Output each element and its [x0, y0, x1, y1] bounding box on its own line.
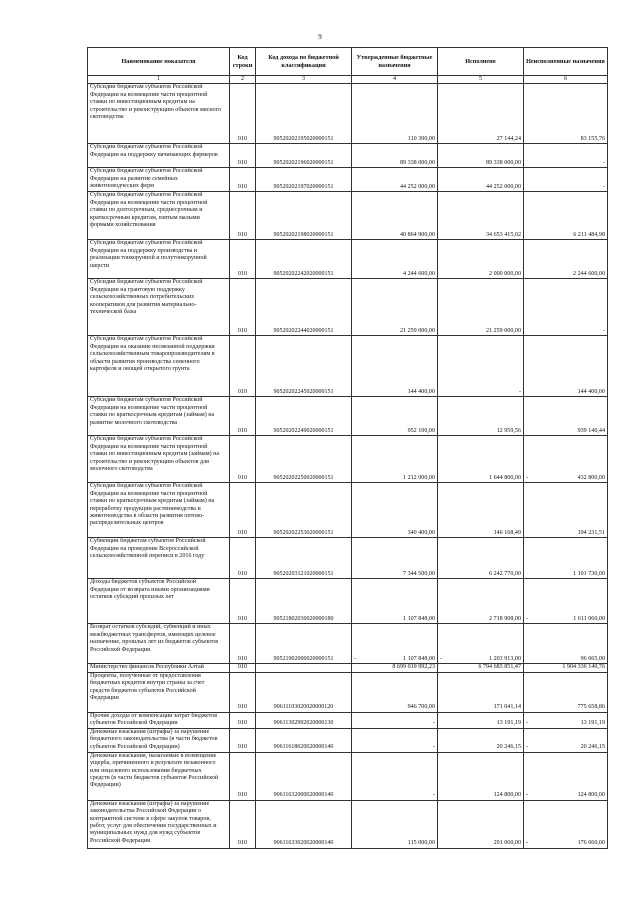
table-row — [88, 483, 608, 538]
row-name: Субсидии бюджетам субъектов Российской Федерации на грантовую поддержку сельскохозяйственных потребительских кооперативов для развития материально- технической базы — [90, 279, 203, 316]
row-unexecuted: 1 101 730,00 — [573, 571, 605, 577]
column-number: 2 — [230, 76, 256, 84]
row-code: 010 — [237, 160, 248, 166]
row-unexecuted: 939 140,44 — [577, 428, 605, 434]
row-approved: 21 259 000,00 — [399, 328, 435, 334]
row-code: 010 — [237, 744, 248, 751]
row-name: Субсидии бюджетам субъектов Российской Федерации на возмещение части процентной ставки по краткосрочным кредитам (займам) на переработку продукции растениеводства и животноводства в области развития оптово- распределительных центров — [90, 483, 215, 527]
row-name: Субсидии бюджетам субъектов Российской Федерации на возмещение части процентной ставки по долгосрочным, среднесрочным и краткосрочным кредитам, взятым малыми формами хозяйствования — [90, 192, 208, 229]
row-classification-code: 90521802030020000180 — [273, 616, 334, 622]
row-name: Субсидии бюджетам субъектов Российской Федерации на поддержку начинающих фермеров — [90, 144, 218, 158]
row-classification-code: 90611618020020000140 — [273, 744, 334, 751]
row-unexecuted: 144 400,00 — [577, 389, 605, 395]
table-row — [88, 192, 608, 240]
row-code: 010 — [237, 428, 248, 434]
row-executed: 34 653 415,02 — [485, 232, 521, 238]
row-name: Проценты, полученные от предоставления бюджетных кредитов внутри страны за счет средств бюджетов субъектов Российской Федерации — [90, 672, 205, 702]
row-unexecuted: - — [602, 328, 605, 334]
row-classification-code: 90520202244020000151 — [273, 328, 334, 334]
row-approved: 340 400,00 — [407, 530, 435, 536]
row-executed: 21 259 000,00 — [485, 328, 521, 334]
row-executed: 1 203 913,00 — [489, 656, 521, 662]
row-classification-code: 90520202242020000151 — [273, 271, 334, 277]
row-name: Возврат остатков субсидий, субвенций и иных межбюджетных трансфертов, имеющих целевое назначение, прошлых лет из бюджетов субъектов Российской Федерации — [90, 624, 219, 653]
row-classification-code: 90520202250020000151 — [273, 475, 334, 481]
row-executed: 1 644 800,00 — [489, 475, 521, 481]
row-name: Субвенции бюджетам субъектов Российской Федерации на проведение Всероссийской сельскохозяйственной переписи в 2016 году — [90, 538, 206, 560]
negative-sign: - — [440, 656, 443, 662]
row-unexecuted: 1 611 060,00 — [573, 616, 605, 622]
row-executed: 2 718 908,00 — [489, 616, 521, 622]
header-row — [88, 48, 608, 76]
table-row — [88, 728, 608, 752]
row-unexecuted: 6 211 484,98 — [573, 232, 605, 238]
row-unexecuted: 96 065,00 — [580, 656, 605, 662]
column-number: 5 — [438, 76, 524, 84]
row-approved: 8 699 019 992,23 — [392, 664, 435, 671]
header-unexecuted: Неисполненные назначения — [524, 48, 608, 76]
negative-sign: - — [354, 656, 357, 662]
row-name: Министерство финансов Республики Алтай — [90, 664, 204, 671]
row-executed: 6 242 770,00 — [489, 571, 521, 577]
row-code: 010 — [237, 271, 248, 277]
row-code: 010 — [237, 704, 248, 711]
row-name: Субсидии бюджетам субъектов Российской Федерации на возмещение части процентной ставки по инвестиционным кредитам (займам) на строительство и реконструкцию объектов для молочного скотоводства — [90, 436, 220, 473]
row-classification-code: 90520202198020000151 — [273, 232, 334, 238]
row-classification-code: 90611632000020000140 — [273, 792, 334, 799]
row-name: Субсидии бюджетам субъектов Российской Федерации на развитие семейных животноводческих ферм — [90, 168, 203, 190]
row-unexecuted: 775 658,86 — [577, 704, 605, 711]
row-classification-code: 90520202245020000151 — [273, 389, 334, 395]
row-code: 010 — [237, 664, 248, 671]
row-approved: 7 344 500,00 — [403, 571, 435, 577]
column-number: 3 — [256, 76, 352, 84]
row-approved: 1 212 000,00 — [403, 475, 435, 481]
row-classification-code: 90611103020020000120 — [273, 704, 334, 711]
row-approved: 1 107 848,00 — [403, 656, 435, 662]
negative-sign: - — [526, 616, 529, 622]
row-code: 010 — [237, 571, 248, 577]
header-code: Код строки — [230, 48, 256, 76]
column-number-row — [88, 76, 608, 84]
row-approved: 44 252 000,00 — [399, 184, 435, 190]
row-name: Субсидии бюджетам субъектов Российской Федерации на оказание несвязанной поддержки сельскохозяйственным товаропроизводителям в области развития производства семенного картофеля и овощей открытого грунта — [90, 336, 215, 373]
row-approved: 1 107 848,00 — [403, 616, 435, 622]
row-unexecuted: 13 191,19 — [580, 720, 605, 727]
row-code: 010 — [237, 616, 248, 622]
row-code: 010 — [237, 530, 248, 536]
header-classification: Код дохода по бюджетной классификации — [256, 48, 352, 76]
row-approved: 952 100,00 — [407, 428, 435, 434]
row-code: 010 — [237, 792, 248, 799]
row-executed: 44 252 000,00 — [485, 184, 521, 190]
negative-sign: - — [526, 840, 529, 847]
row-name: Денежные взыскания, налагаемые в возмещение ущерба, причиненного в результате незаконного или нецелевого использования бюджетных средств (в части бюджетов субъектов Российской Федерации) — [90, 752, 219, 789]
table-row — [88, 84, 608, 144]
row-name: Субсидии бюджетам субъектов Российской Федерации на возмещение части процентной ставки по инвестиционным кредитам на строительство и реконструкцию объектов мясного скотоводства — [90, 84, 222, 121]
row-code: 010 — [237, 136, 248, 142]
row-unexecuted: 194 231,51 — [577, 530, 605, 536]
row-executed: 13 191,19 — [496, 720, 521, 727]
row-code: 010 — [237, 184, 248, 190]
row-executed: 291 060,00 — [493, 840, 521, 847]
column-number: 4 — [352, 76, 438, 84]
row-approved: - — [432, 744, 435, 751]
row-executed: 12 959,56 — [496, 428, 521, 434]
table-row — [88, 712, 608, 728]
row-classification-code: 90520202196020000151 — [273, 160, 334, 166]
row-approved: 110 300,00 — [407, 136, 435, 142]
row-unexecuted: - — [602, 184, 605, 190]
table-row — [88, 664, 608, 672]
row-executed: 89 338 000,00 — [485, 160, 521, 166]
row-name: Субсидии бюджетам субъектов Российской Федерации на поддержку производства и реализации тонкорунной и полутонкорунной шерсти — [90, 240, 207, 269]
budget-execution-table — [87, 47, 608, 849]
column-number: 6 — [524, 76, 608, 84]
row-unexecuted: 2 244 600,00 — [573, 271, 605, 277]
row-classification-code: 90611302992020000130 — [273, 720, 334, 727]
row-code: 010 — [237, 328, 248, 334]
row-executed: - — [518, 389, 521, 395]
row-approved: 144 400,00 — [407, 389, 435, 395]
row-code: 010 — [237, 389, 248, 395]
row-unexecuted: 432 800,00 — [577, 475, 605, 481]
table-row — [88, 279, 608, 336]
negative-sign: - — [526, 475, 529, 481]
row-classification-code: 90520203121020000151 — [273, 571, 334, 577]
row-approved: 40 864 900,00 — [399, 232, 435, 238]
header-approved: Утвержденные бюджетные назначения — [352, 48, 438, 76]
header-executed: Исполнено — [438, 48, 524, 76]
row-code: 010 — [237, 656, 248, 662]
row-executed: 124 800,00 — [493, 792, 521, 799]
row-name: Денежные взыскания (штрафы) за нарушение законодательства Российской Федерации о контрактной системе в сфере закупок товаров, работ, услуг для обеспечения государственных и муниципальных нужд для нужд субъектов Российской Федерации — [90, 800, 217, 844]
row-name: Денежные взыскания (штрафы) за нарушение бюджетного законодательства (в части бюджетов субъектов Российской Федерации) — [90, 728, 218, 750]
row-approved: 946 700,00 — [407, 704, 435, 711]
row-approved: - — [432, 720, 435, 727]
row-unexecuted: 20 246,15 — [580, 744, 605, 751]
row-name: Прочие доходы от компенсации затрат бюджетов субъектов Российской Федерации — [90, 712, 218, 727]
row-executed: 6 794 683 851,47 — [478, 664, 521, 671]
row-classification-code: 90611633020020000140 — [273, 840, 334, 847]
row-approved: 4 244 600,00 — [403, 271, 435, 277]
table-row — [88, 579, 608, 624]
row-executed: 2 000 000,00 — [489, 271, 521, 277]
table-row — [88, 800, 608, 848]
page-number: 9 — [318, 33, 322, 41]
row-code: 010 — [237, 720, 248, 727]
row-classification-code: 90520202253020000151 — [273, 530, 334, 536]
table-row — [88, 672, 608, 712]
row-approved: 115 000,00 — [407, 840, 435, 847]
table-row — [88, 168, 608, 192]
table-row — [88, 436, 608, 483]
negative-sign: - — [526, 744, 529, 751]
row-unexecuted: 176 060,00 — [577, 840, 605, 847]
row-classification-code: 90520202195020000151 — [273, 136, 334, 142]
table-row — [88, 240, 608, 279]
table-row — [88, 752, 608, 800]
row-unexecuted: - — [602, 160, 605, 166]
table-row — [88, 336, 608, 397]
row-unexecuted: 83 155,76 — [580, 136, 605, 142]
row-approved: 89 338 000,00 — [399, 160, 435, 166]
header-name: Наименование показателя — [88, 48, 230, 76]
row-unexecuted: 1 904 336 140,76 — [562, 664, 605, 671]
row-classification-code: 90520202249020000151 — [273, 428, 334, 434]
negative-sign: - — [526, 720, 529, 727]
row-classification-code: 90521902000020000151 — [273, 656, 334, 662]
row-name: Субсидии бюджетам субъектов Российской Федерации на возмещение части процентной ставки по краткосрочным кредитам (займам) на развитие молочного скотоводства — [90, 397, 215, 426]
negative-sign: - — [526, 792, 529, 799]
table-row — [88, 624, 608, 664]
row-executed: 27 144,24 — [496, 136, 521, 142]
table-row — [88, 538, 608, 579]
row-executed: 171 041,14 — [493, 704, 521, 711]
column-number: 1 — [88, 76, 230, 84]
row-approved: - — [432, 792, 435, 799]
row-code: 010 — [237, 232, 248, 238]
row-code: 010 — [237, 475, 248, 481]
row-classification-code: 90520202197020000151 — [273, 184, 334, 190]
row-executed: 20 246,15 — [496, 744, 521, 751]
row-name: Доходы бюджетов субъектов Российской Федерации от возврата иными организациями остатков субсидий прошлых лет — [90, 579, 210, 601]
row-unexecuted: 124 800,00 — [577, 792, 605, 799]
row-code: 010 — [237, 840, 248, 847]
table-row — [88, 144, 608, 168]
row-executed: 146 168,49 — [493, 530, 521, 536]
table-row — [88, 397, 608, 436]
